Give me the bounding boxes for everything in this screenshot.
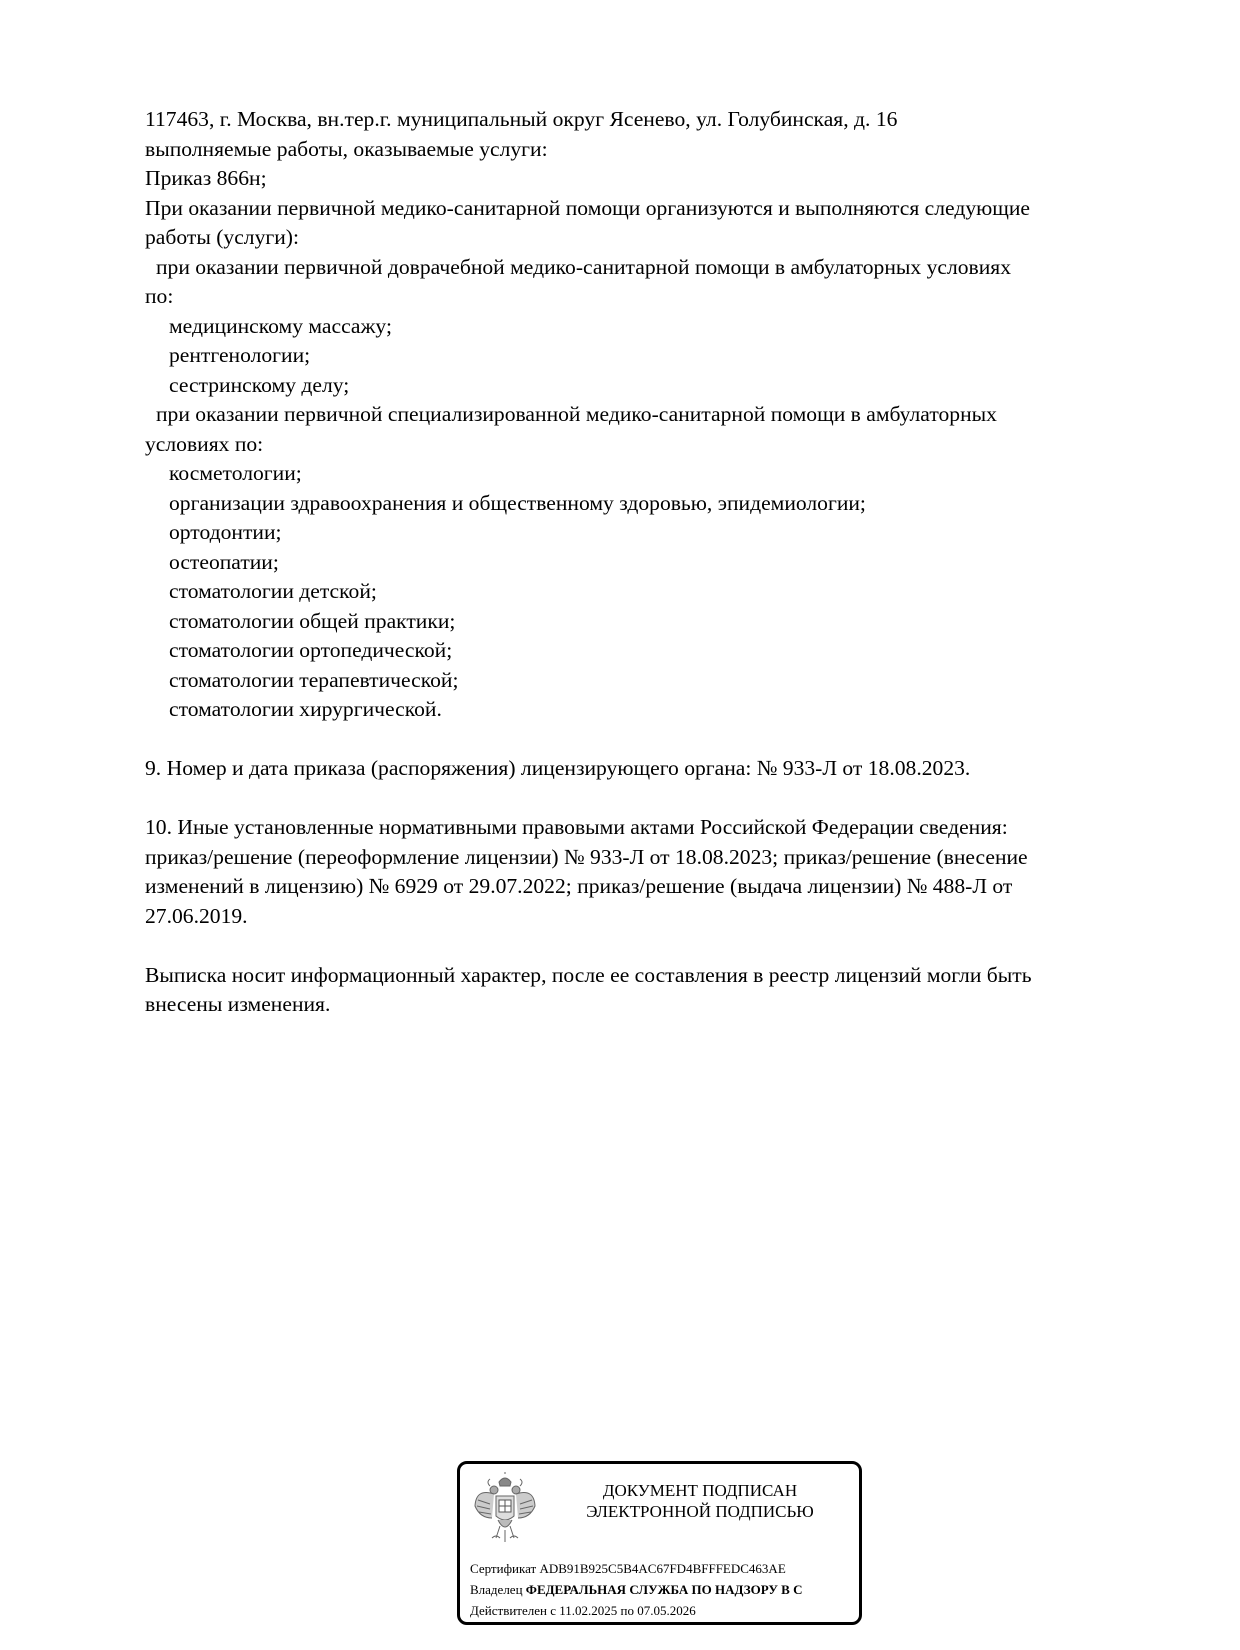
document-body	[145, 105, 1175, 1020]
service-item: рентгенологии;	[169, 343, 311, 367]
section-10-line-1: 10. Иные установленные нормативными правовыми актами Российской Федерации сведения:	[145, 815, 1008, 839]
service-item: организации здравоохранения и общественному здоровью, эпидемиологии;	[169, 490, 866, 515]
service-item: остеопатии;	[169, 549, 279, 574]
service-item: стоматологии ортопедической;	[169, 638, 453, 662]
spacer	[145, 725, 1175, 755]
spacer	[145, 784, 1175, 814]
intro-text-line-1: При оказании первичной медико-санитарной помощи организуются и выполняются следующие	[145, 195, 1031, 220]
validity-row: Действителен с 11.02.2025 по 07.05.2026	[470, 1603, 696, 1618]
disclaimer	[145, 961, 1175, 1020]
service-item: косметологии;	[169, 461, 302, 485]
services-group-prehospital	[145, 253, 1175, 401]
section-10-line-4: 27.06.2019.	[145, 903, 248, 928]
group-heading-line-1: при оказании первичной доврачебной медико-санитарной помощи в амбулаторных условиях	[156, 254, 1012, 279]
electronic-signature-stamp	[457, 1461, 862, 1625]
service-item: сестринскому делу;	[169, 372, 350, 397]
stamp-title-line-1: ДОКУМЕНТ ПОДПИСАН	[602, 1481, 798, 1500]
group-heading-line-1: при оказании первичной специализированной медико-санитарной помощи в амбулаторных	[156, 402, 997, 426]
group-heading-line-2: условиях по:	[145, 431, 264, 456]
stamp-title-line-2: ЭЛЕКТРОННОЙ ПОДПИСЬЮ	[586, 1502, 814, 1521]
section-10-line-3: изменений в лицензию) № 6929 от 29.07.2022; приказ/решение (выдача лицензии) № 488-Л от	[145, 874, 1013, 898]
spacer	[145, 931, 1175, 961]
group-heading-line-2: по:	[145, 284, 174, 308]
section-9-order-number: 9. Номер и дата приказа (распоряжения) лицензирующего органа: № 933-Л от 18.08.2023.	[145, 756, 971, 780]
owner-value: ФЕДЕРАЛЬНАЯ СЛУЖБА ПО НАДЗОРУ В С	[525, 1582, 803, 1597]
order-reference: Приказ 866н;	[145, 166, 267, 190]
service-item: стоматологии терапевтической;	[169, 667, 459, 692]
stamp-details	[470, 1558, 860, 1621]
service-item: стоматологии общей практики;	[169, 608, 456, 633]
certificate-row	[470, 1558, 860, 1579]
section-10-line-2: приказ/решение (переоформление лицензии) № 933-Л от 18.08.2023; приказ/решение (внесение	[145, 844, 1028, 869]
intro-text-line-2: работы (услуги):	[145, 225, 299, 249]
service-item: стоматологии хирургической.	[169, 697, 442, 721]
stamp-title	[550, 1480, 850, 1522]
disclaimer-line-1: Выписка носит информационный характер, после ее составления в реестр лицензий могли быть	[145, 962, 1032, 987]
address-line: 117463, г. Москва, вн.тер.г. муниципальный округ Ясенево, ул. Голубинская, д. 16	[145, 107, 898, 131]
russian-coat-of-arms-icon	[472, 1472, 538, 1544]
certificate-value: ADB91B925C5B4AC67FD4BFFFEDC463AE	[539, 1561, 786, 1576]
certificate-label: Сертификат	[470, 1561, 537, 1576]
service-item: ортодонтии;	[169, 520, 282, 544]
owner-label: Владелец	[470, 1582, 523, 1597]
owner-row	[470, 1579, 860, 1600]
disclaimer-line-2: внесены изменения.	[145, 992, 331, 1016]
services-group-specialized	[145, 400, 1175, 725]
works-label: выполняемые работы, оказываемые услуги:	[145, 136, 548, 161]
service-item: медицинскому массажу;	[169, 313, 392, 338]
section-10-other-info	[145, 813, 1175, 931]
service-item: стоматологии детской;	[169, 579, 377, 603]
